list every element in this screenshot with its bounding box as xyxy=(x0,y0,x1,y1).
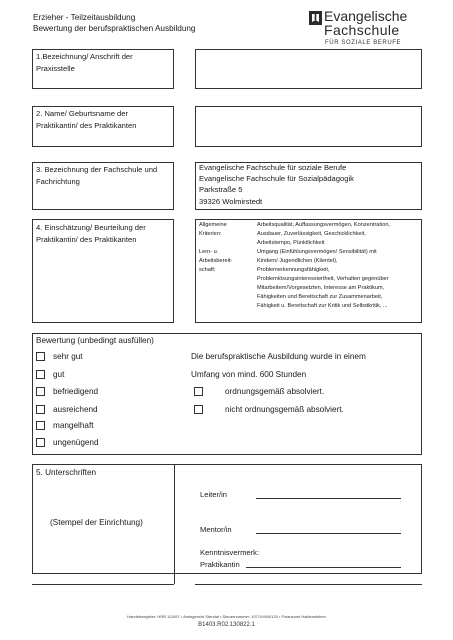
section-2-input-box[interactable] xyxy=(195,106,422,147)
grade-befriedigend-checkbox[interactable] xyxy=(36,387,45,396)
praktikantin-signature-line[interactable] xyxy=(246,567,401,568)
not-completed-properly-checkbox[interactable] xyxy=(194,405,203,414)
logo-word-evangelische: Evangelische xyxy=(324,8,408,24)
section-1-label-line-1: 1.Bezeichnung/ Anschrift der xyxy=(36,52,133,61)
stamp-signature-line[interactable] xyxy=(32,584,174,585)
completed-properly-label: ordnungsgemäß absolviert. xyxy=(225,387,325,396)
rating-title: Bewertung (unbedingt ausfüllen) xyxy=(36,336,154,345)
signatures-title: 5. Unterschriften xyxy=(36,468,97,477)
criteria-label-2: Kriterien: xyxy=(199,231,222,237)
criteria-line-5: Kindern/ Jugendlichen (Klientel), xyxy=(257,258,338,264)
grade-gut-checkbox[interactable] xyxy=(36,370,45,379)
section-2-label-line-2: Praktikantin/ des Praktikanten xyxy=(36,121,137,130)
criteria-line-1: Arbeitsqualität, Auffassungsvermögen, Konzentration, xyxy=(257,222,390,228)
mentor-label: Mentor/in xyxy=(200,525,232,534)
grade-mangelhaft-label: mangelhaft xyxy=(53,421,94,430)
criteria-line-6: Problemerkennungsfähigkeit, xyxy=(257,267,330,273)
header-line-2: Bewertung der berufspraktischen Ausbildung xyxy=(33,24,196,33)
grade-ungenuegend-checkbox[interactable] xyxy=(36,438,45,447)
criteria-line-2: Ausdauer, Zuverlässigkeit, Geschicklichkeit, xyxy=(257,231,366,237)
criteria-label-6: schaft: xyxy=(199,267,216,273)
section-1-label-line-2: Praxisstelle xyxy=(36,64,75,73)
leiter-signature-line[interactable] xyxy=(256,498,401,499)
school-street: Parkstraße 5 xyxy=(199,185,243,194)
school-city: 39326 Wolmirstedt xyxy=(199,197,263,206)
praktikantin-label: Praktikantin xyxy=(200,560,240,569)
header-line-1: Erzieher - Teilzeitausbildung xyxy=(33,13,136,22)
grade-sehr-gut-label: sehr gut xyxy=(53,352,83,361)
criteria-line-8: Mitarbeitern/Vorgesetzten, Interesse am Praktikum, xyxy=(257,285,385,291)
mentor-signature-line[interactable] xyxy=(256,533,401,534)
grade-ungenuegend-label: ungenügend xyxy=(53,438,99,447)
logo-tagline: FÜR SOZIALE BERUFE xyxy=(325,40,402,46)
grade-ausreichend-label: ausreichend xyxy=(53,405,98,414)
school-logo xyxy=(309,8,429,50)
grade-mangelhaft-checkbox[interactable] xyxy=(36,421,45,430)
criteria-line-3: Arbeitstempo, Pünktlichkeit xyxy=(257,240,325,246)
kenntnisvermerk-label: Kenntnisvermerk: xyxy=(200,548,260,557)
stamp-label: (Stempel der Einrichtung) xyxy=(50,518,143,527)
section-1-input-box[interactable] xyxy=(195,49,422,89)
section-3-label-line-2: Fachrichtung xyxy=(36,177,80,186)
grade-ausreichend-checkbox[interactable] xyxy=(36,405,45,414)
grade-gut-label: gut xyxy=(53,370,65,379)
section-4-label-line-2: Praktikantin/ des Praktikanten xyxy=(36,235,137,244)
criteria-label-5: Arbeitsbereit- xyxy=(199,258,233,264)
criteria-line-7: Problemlösungsinteressiertheit, Verhalten gegenüber xyxy=(257,276,389,282)
criteria-line-4: Umgang (Einfühlungsvermögen/ Sensibilität) mit xyxy=(257,249,377,255)
logo-mark-icon xyxy=(309,11,322,25)
bottom-rule xyxy=(195,584,422,585)
signature-divider xyxy=(174,464,175,584)
not-completed-properly-label: nicht ordnungsgemäß absolviert. xyxy=(225,405,344,414)
hours-statement-line-1: Die berufspraktische Ausbildung wurde in einem xyxy=(191,352,366,361)
footer-legal: Handelsregister: HRB 111597 • Amtsgericht Stendal • Steuernummer: 107/109/00120 • Finanzamt Haldensleben xyxy=(127,614,326,619)
criteria-line-10: Fähigkeit u. Bereitschaft zur Kritik und Selbstkritik, ... xyxy=(257,303,388,309)
criteria-label-1: Allgemeine xyxy=(199,222,227,228)
section-3-label-line-1: 3. Bezeichnung der Fachschule und xyxy=(36,165,158,174)
leiter-label: Leiter/in xyxy=(200,490,228,499)
grade-befriedigend-label: befriedigend xyxy=(53,387,99,396)
section-2-label-line-1: 2. Name/ Geburtsname der xyxy=(36,109,129,118)
criteria-label-4: Lern- u. xyxy=(199,249,219,255)
criteria-line-9: Fähigkeiten und Bereitschaft zur Zusammenarbeit, xyxy=(257,294,383,300)
document-code: B1403.R02.130822.1 xyxy=(198,622,255,628)
completed-properly-checkbox[interactable] xyxy=(194,387,203,396)
hours-statement-line-2: Umfang von mind. 600 Stunden xyxy=(191,370,307,379)
grade-sehr-gut-checkbox[interactable] xyxy=(36,352,45,361)
section-4-label-line-1: 4. Einschätzung/ Beurteilung der xyxy=(36,223,146,232)
logo-word-fachschule: Fachschule xyxy=(324,22,400,38)
school-name-line-1: Evangelische Fachschule für soziale Berufe xyxy=(199,163,347,172)
school-name-line-2: Evangelische Fachschule für Sozialpädagogik xyxy=(199,174,354,183)
